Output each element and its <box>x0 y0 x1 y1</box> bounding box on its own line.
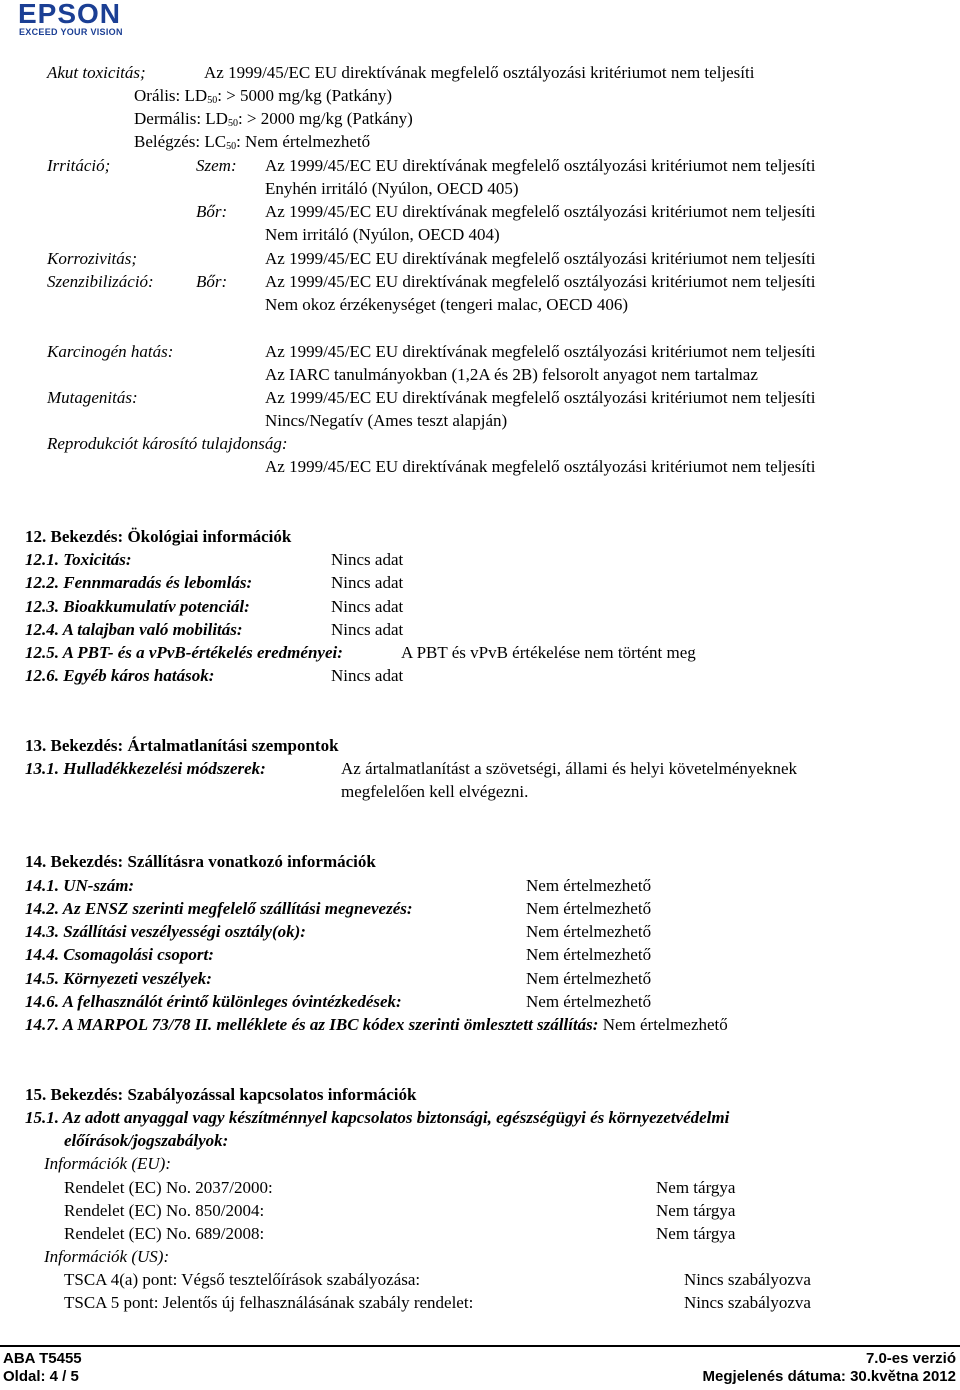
section-14-item-value: Nem értelmezhető <box>526 969 652 988</box>
section-14-marpol-label: 14.7. A MARPOL 73/78 II. melléklete és az IBC kódex szerinti ömlesztett szállítás: <box>25 1015 599 1034</box>
section-12-item-label: 12.2. Fennmaradás és lebomlás: <box>25 573 253 592</box>
footer-page: Oldal: 4 / 5 <box>3 1368 79 1385</box>
inhalation-lc50: Belégzés: $LC_{50}$: Nem értelmezhető <box>134 132 371 152</box>
section-12-item-value: Nincs adat <box>331 597 404 616</box>
carcinogenic-detail: Az IARC tanulmányokban (1,2A és 2B) felsorolt anyagot nem tartalmaz <box>265 365 758 384</box>
section-14-marpol <box>25 1015 728 1035</box>
section-14-item-label: 14.5. Környezeti veszélyek: <box>25 969 212 988</box>
reproductive-label: Reprodukciót károsító tulajdonság: <box>47 434 288 453</box>
irritation-eye-detail: Enyhén irritáló (Nyúlon, OECD 405) <box>265 179 519 198</box>
us-regulation-label: TSCA 4(a) pont: Végső tesztelőírások szabályozása: <box>64 1270 421 1289</box>
sensitization-detail: Nem okoz érzékenységet (tengeri malac, OECD 406) <box>265 295 628 314</box>
section-14-item-value: Nem értelmezhető <box>526 899 652 918</box>
eu-regulation-value: Nem tárgya <box>656 1178 736 1197</box>
footer-divider <box>0 1345 960 1347</box>
section-12-item-value: A PBT és vPvB értékelése nem történt meg <box>401 643 696 662</box>
section-12-item-value: Nincs adat <box>331 550 404 569</box>
section-15-subtitle: 15.1. Az adott anyaggal vagy készítménnyel kapcsolatos biztonsági, egészségügyi és környezetvédelmi <box>25 1108 730 1127</box>
section-12-item-label: 12.1. Toxicitás: <box>25 550 132 569</box>
eu-info-label: Információk (EU): <box>44 1154 171 1173</box>
irritation-eye-label: Szem: <box>196 156 237 175</box>
epson-logo <box>18 0 133 40</box>
irritation-eye-value: Az 1999/45/EC EU direktívának megfelelő osztályozási kritériumot nem teljesíti <box>265 156 816 175</box>
section-12-item-label: 12.6. Egyéb káros hatások: <box>25 666 215 685</box>
section-14-item-label: 14.3. Szállítási veszélyességi osztály(ok): <box>25 922 306 941</box>
section-14-item-value: Nem értelmezhető <box>526 992 652 1011</box>
section-14-item-label: 14.6. A felhasználót érintő különleges óvintézkedések: <box>25 992 402 1011</box>
footer-version: 7.0-es verzió <box>865 1350 956 1367</box>
section-13-item-label: 13.1. Hulladékkezelési módszerek: <box>25 759 266 778</box>
section-13-item-value-cont: megfelelően kell elvégezni. <box>341 782 529 801</box>
oral-ld50: Orális: $LD_{50}$: > 5000 mg/kg (Patkány) <box>134 86 393 106</box>
carcinogenic-label: Karcinogén hatás: <box>47 342 174 361</box>
section-12-title: 12. Bekezdés: Ökológiai információk <box>25 527 292 546</box>
logo-text: EPSON <box>18 0 122 29</box>
us-info-label: Információk (US): <box>44 1247 170 1266</box>
corrosivity-value: Az 1999/45/EC EU direktívának megfelelő osztályozási kritériumot nem teljesíti <box>265 249 816 268</box>
section-12-item-value: Nincs adat <box>331 620 404 639</box>
section-14-item-value: Nem értelmezhető <box>526 922 652 941</box>
irritation-skin-label: Bőr: <box>196 202 228 221</box>
sensitization-label: Szenzibilizáció: <box>47 272 154 291</box>
acute-toxicity-value: Az 1999/45/EC EU direktívának megfelelő osztályozási kritériumot nem teljesíti <box>204 63 755 82</box>
mutagenic-label: Mutagenitás: <box>47 388 138 407</box>
section-14-item-value: Nem értelmezhető <box>526 945 652 964</box>
section-13-title: 13. Bekezdés: Ártalmatlanítási szempontok <box>25 736 339 755</box>
eu-regulation-label: Rendelet (EC) No. 850/2004: <box>64 1201 265 1220</box>
eu-regulation-label: Rendelet (EC) No. 689/2008: <box>64 1224 265 1243</box>
carcinogenic-value: Az 1999/45/EC EU direktívának megfelelő osztályozási kritériumot nem teljesíti <box>265 342 816 361</box>
footer-issue-date: Megjelenés dátuma: 30.května 2012 <box>702 1368 956 1385</box>
mutagenic-value: Az 1999/45/EC EU direktívának megfelelő osztályozási kritériumot nem teljesíti <box>265 388 816 407</box>
us-regulation-value: Nincs szabályozva <box>684 1270 811 1289</box>
corrosivity-label: Korrozivitás; <box>47 249 138 268</box>
eu-regulation-value: Nem tárgya <box>656 1224 736 1243</box>
acute-toxicity-label: Akut toxicitás; <box>47 63 146 82</box>
section-14-item-value: Nem értelmezhető <box>526 876 652 895</box>
section-12-item-value: Nincs adat <box>331 666 404 685</box>
irritation-skin-detail: Nem irritáló (Nyúlon, OECD 404) <box>265 225 500 244</box>
section-15-subtitle-cont: előírások/jogszabályok: <box>64 1131 229 1150</box>
section-12-item-label: 12.5. A PBT- és a vPvB-értékelés eredményei: <box>25 643 343 662</box>
section-12-item-label: 12.3. Bioakkumulatív potenciál: <box>25 597 250 616</box>
section-13-item-value: Az ártalmatlanítást a szövetségi, állami és helyi követelményeknek <box>341 759 798 778</box>
section-14-item-label: 14.1. UN-szám: <box>25 876 135 895</box>
logo-tagline: EXCEED YOUR VISION <box>19 27 123 37</box>
sensitization-skin-label: Bőr: <box>196 272 228 291</box>
eu-regulation-label: Rendelet (EC) No. 2037/2000: <box>64 1178 273 1197</box>
irritation-skin-value: Az 1999/45/EC EU direktívának megfelelő osztályozási kritériumot nem teljesíti <box>265 202 816 221</box>
section-12-item-value: Nincs adat <box>331 573 404 592</box>
eu-regulation-value: Nem tárgya <box>656 1201 736 1220</box>
us-regulation-label: TSCA 5 pont: Jelentős új felhasználásának szabály rendelet: <box>64 1293 474 1312</box>
reproductive-value: Az 1999/45/EC EU direktívának megfelelő osztályozási kritériumot nem teljesíti <box>265 457 816 476</box>
section-14-item-label: 14.4. Csomagolási csoport: <box>25 945 214 964</box>
section-14-item-label: 14.2. Az ENSZ szerinti megfelelő szállítási megnevezés: <box>25 899 413 918</box>
mutagenic-detail: Nincs/Negatív (Ames teszt alapján) <box>265 411 508 430</box>
dermal-ld50: Dermális: $LD_{50}$: > 2000 mg/kg (Patkány) <box>134 109 413 129</box>
section-15-title: 15. Bekezdés: Szabályozással kapcsolatos információk <box>25 1085 417 1104</box>
sensitization-value: Az 1999/45/EC EU direktívának megfelelő osztályozási kritériumot nem teljesíti <box>265 272 816 291</box>
section-12-item-label: 12.4. A talajban való mobilitás: <box>25 620 243 639</box>
footer-product: ABA T5455 <box>3 1350 82 1367</box>
section-14-title: 14. Bekezdés: Szállításra vonatkozó információk <box>25 852 376 871</box>
us-regulation-value: Nincs szabályozva <box>684 1293 811 1312</box>
section-14-marpol-value: Nem értelmezhető <box>602 1015 728 1034</box>
irritation-label: Irritáció; <box>47 156 111 175</box>
